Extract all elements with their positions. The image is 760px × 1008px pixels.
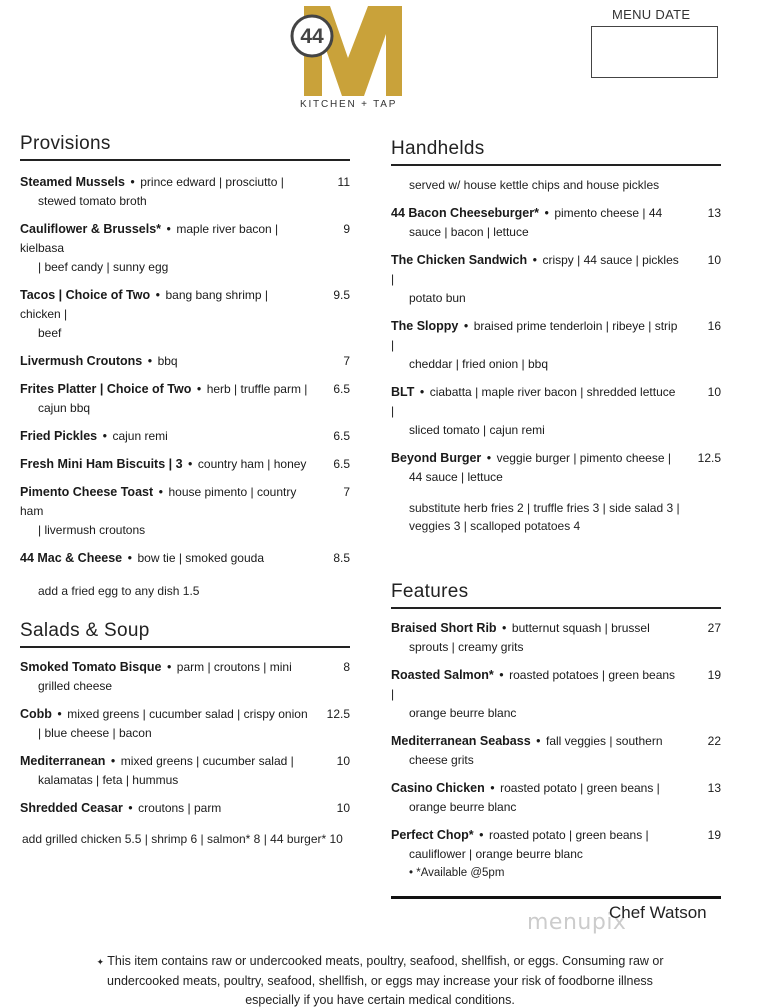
dish-price: 12.5	[326, 707, 350, 721]
dish-name: Shredded Ceasar	[20, 801, 123, 815]
dish-price: 6.5	[333, 429, 350, 443]
logo-letter	[282, 0, 283, 1]
dish-name: Tacos | Choice of Two	[20, 288, 151, 302]
dish-desc: house pimento | country ham	[20, 485, 297, 518]
section-title-provisions: Provisions	[20, 133, 350, 161]
dish-pimento-cheese-toast: Pimento Cheese Toast • house pimento | country ham | livermush croutons 7	[20, 483, 350, 540]
dish-desc: butternut squash | brussel	[511, 621, 650, 635]
dish-price: 11	[337, 175, 350, 189]
substitutions-line-1: substitute herb fries 2 | truffle fries 3 | side salad 3 |	[409, 501, 680, 515]
dish-chicken-sandwich: The Chicken Sandwich • crispy | 44 sauce | pickles | potato bun 10	[391, 251, 721, 308]
dish-desc: veggie burger | pimento cheese |	[496, 451, 671, 465]
dish-fried-pickles: Fried Pickles • cajun remi 6.5	[20, 427, 350, 446]
dish-livermush-croutons: Livermush Croutons • bbq 7	[20, 352, 350, 371]
dish-name: Pimento Cheese Toast	[20, 485, 154, 499]
restaurant-logo	[282, 0, 412, 112]
dish-braised-short-rib: Braised Short Rib • butternut squash | brussel sprouts | creamy grits 27	[391, 619, 721, 657]
menu-date-box	[591, 26, 718, 78]
dish-desc: crispy | 44 sauce | pickles |	[391, 253, 679, 286]
dish-perfect-chop: Perfect Chop* • roasted potato | green beans | cauliflower | orange beurre blanc 19	[391, 826, 721, 864]
dish-frites-platter: Frites Platter | Choice of Two • herb | truffle parm | cajun bbq 6.5	[20, 380, 350, 418]
dish-price: 13	[707, 206, 721, 220]
logo-tagline: KITCHEN + TAP	[300, 99, 398, 110]
dish-cauliflower-brussels: Cauliflower & Brussels* • maple river bacon | kielbasa | beef candy | sunny egg 9	[20, 220, 350, 277]
dish-price: 9.5	[333, 288, 350, 302]
dish-desc-cont: 44 sauce | lettuce	[409, 470, 503, 484]
dish-beyond-burger: Beyond Burger • veggie burger | pimento cheese | 44 sauce | lettuce 12.5	[391, 449, 721, 487]
dish-roasted-salmon: Roasted Salmon* • roasted potatoes | green beans | orange beurre blanc 19	[391, 666, 721, 723]
dish-mac-cheese: 44 Mac & Cheese • bow tie | smoked gouda 8.5	[20, 549, 350, 568]
dish-desc: cajun remi	[112, 429, 168, 443]
dish-name: Braised Short Rib	[391, 621, 497, 635]
disclaimer-line-3: especially if you have certain medical conditions.	[245, 993, 515, 1007]
disclaimer-star-icon: ✦	[96, 957, 104, 967]
dish-desc-cont: cajun bbq	[38, 401, 91, 415]
dish-price: 8	[343, 660, 350, 674]
dish-name: BLT	[391, 385, 415, 399]
section-title-salads: Salads & Soup	[20, 620, 350, 648]
section-title-handhelds: Handhelds	[391, 138, 721, 166]
dish-shredded-ceasar: Shredded Ceasar • croutons | parm 10	[20, 799, 350, 818]
dish-price: 10	[707, 253, 721, 267]
dish-desc-cont: cheese grits	[409, 753, 474, 767]
provisions-note: add a fried egg to any dish 1.5	[38, 584, 200, 598]
dish-desc-cont: potato bun	[409, 291, 466, 305]
dish-desc: bbq	[157, 354, 178, 368]
salads-note: add grilled chicken 5.5 | shrimp 6 | salmon* 8 | 44 burger* 10	[22, 832, 343, 846]
dish-price: 6.5	[333, 457, 350, 471]
dish-desc: herb | truffle parm |	[206, 382, 308, 396]
dish-name: Casino Chicken	[391, 781, 485, 795]
dish-price: 10	[336, 801, 350, 815]
dish-desc: braised prime tenderloin | ribeye | strip |	[391, 319, 678, 352]
dish-desc: bow tie | smoked gouda	[137, 551, 264, 565]
dish-desc-cont: cheddar | fried onion | bbq	[409, 357, 548, 371]
dish-desc: mixed greens | cucumber salad | crispy onion	[67, 707, 308, 721]
dish-desc-cont: sprouts | creamy grits	[409, 640, 524, 654]
dish-the-sloppy: The Sloppy • braised prime tenderloin | ribeye | strip | cheddar | fried onion | bbq 16	[391, 317, 721, 374]
dish-desc-cont: orange beurre blanc	[409, 706, 517, 720]
substitutions-line-2: veggies 3 | scalloped potatoes 4	[409, 519, 581, 533]
right-column-handhelds	[391, 138, 721, 535]
dish-name: Perfect Chop*	[391, 828, 474, 842]
dish-casino-chicken: Casino Chicken • roasted potato | green beans | orange beurre blanc 13	[391, 779, 721, 817]
dish-price: 9	[343, 222, 350, 236]
dish-desc: roasted potato | green beans |	[488, 828, 649, 842]
logo-number: 44	[300, 25, 324, 48]
dish-desc-cont: beef	[38, 326, 62, 340]
dish-name: Cauliflower & Brussels*	[20, 222, 162, 236]
dish-desc-cont: sauce | bacon | lettuce	[409, 225, 529, 239]
logo-mark	[282, 0, 412, 100]
dish-mediterranean-seabass: Mediterranean Seabass • fall veggies | southern cheese grits 22	[391, 732, 721, 770]
dish-price: 8.5	[333, 551, 350, 565]
dish-name: 44 Mac & Cheese	[20, 551, 123, 565]
dish-price: 19	[707, 668, 721, 682]
dish-desc-cont: cauliflower | orange beurre blanc	[409, 847, 583, 861]
dish-desc-cont: | beef candy | sunny egg	[38, 260, 169, 274]
dish-desc: fall veggies | southern	[545, 734, 663, 748]
right-column-features	[391, 581, 721, 882]
left-column	[20, 133, 350, 848]
dish-name: Steamed Mussels	[20, 175, 125, 189]
dish-desc-cont: stewed tomato broth	[38, 194, 147, 208]
dish-name: The Sloppy	[391, 319, 459, 333]
dish-desc: prince edward | prosciutto |	[140, 175, 284, 189]
dish-bacon-cheeseburger: 44 Bacon Cheeseburger* • pimento cheese | 44 sauce | bacon | lettuce 13	[391, 204, 721, 242]
food-safety-disclaimer	[30, 952, 730, 1008]
dish-name: Mediterranean Seabass	[391, 734, 531, 748]
dish-name: Mediterranean	[20, 754, 106, 768]
dish-tomato-bisque: Smoked Tomato Bisque • parm | croutons | mini grilled cheese 8	[20, 658, 350, 696]
dish-desc-cont: | livermush croutons	[38, 523, 146, 537]
dish-desc-cont: sliced tomato | cajun remi	[409, 423, 545, 437]
dish-price: 12.5	[697, 451, 721, 465]
dish-name: Livermush Croutons	[20, 354, 143, 368]
dish-name: Fresh Mini Ham Biscuits | 3	[20, 457, 183, 471]
dish-desc: roasted potatoes | green beans |	[391, 668, 676, 701]
dish-price: 7	[343, 485, 350, 499]
dish-desc: mixed greens | cucumber salad |	[120, 754, 294, 768]
disclaimer-line-1: This item contains raw or undercooked meats, poultry, seafood, shellfish, or eggs. Consuming raw or	[107, 954, 664, 968]
dish-desc: maple river bacon | kielbasa	[20, 222, 279, 255]
dish-mediterranean-salad: Mediterranean • mixed greens | cucumber salad | kalamatas | feta | hummus 10	[20, 752, 350, 790]
dish-price: 7	[343, 354, 350, 368]
handhelds-substitutions	[391, 499, 721, 535]
dish-steamed-mussels: Steamed Mussels • prince edward | prosciutto | stewed tomato broth 11	[20, 173, 350, 211]
dish-desc: bang bang shrimp | chicken |	[20, 288, 268, 321]
dish-name: Beyond Burger	[391, 451, 482, 465]
dish-name: Cobb	[20, 707, 52, 721]
dish-tacos: Tacos | Choice of Two • bang bang shrimp | chicken | beef 9.5	[20, 286, 350, 343]
features-availability-note: • *Available @5pm	[409, 867, 505, 879]
watermark: menupix	[527, 910, 627, 935]
chef-divider	[391, 896, 721, 899]
dish-price: 10	[336, 754, 350, 768]
dish-name: Roasted Salmon*	[391, 668, 494, 682]
dish-price: 10	[707, 385, 721, 399]
dish-desc: pimento cheese | 44	[554, 206, 663, 220]
dish-desc: parm | croutons | mini	[176, 660, 292, 674]
dish-desc: roasted potato | green beans |	[500, 781, 660, 795]
dish-desc: croutons | parm	[138, 801, 222, 815]
dish-name: The Chicken Sandwich	[391, 253, 528, 267]
dish-price: 27	[707, 621, 721, 635]
chef-name: Chef Watson	[609, 903, 707, 922]
dish-desc: ciabatta | maple river bacon | shredded lettuce |	[391, 385, 676, 418]
menu-date-label: MENU DATE	[612, 7, 691, 22]
dish-blt: BLT • ciabatta | maple river bacon | shredded lettuce | sliced tomato | cajun remi 10	[391, 383, 721, 440]
dish-cobb: Cobb • mixed greens | cucumber salad | crispy onion | blue cheese | bacon 12.5	[20, 705, 350, 743]
disclaimer-line-2: undercooked meats, poultry, seafood, shellfish, or eggs may increase your risk of foodborne illness	[107, 974, 653, 988]
dish-desc: country ham | honey	[197, 457, 307, 471]
dish-price: 16	[707, 319, 721, 333]
dish-name: Smoked Tomato Bisque	[20, 660, 162, 674]
dish-price: 22	[707, 734, 721, 748]
dish-name: 44 Bacon Cheeseburger*	[391, 206, 539, 220]
dish-desc-cont: grilled cheese	[38, 679, 113, 693]
dish-price: 6.5	[333, 382, 350, 396]
dish-desc-cont: orange beurre blanc	[409, 800, 517, 814]
dish-ham-biscuits: Fresh Mini Ham Biscuits | 3 • country ham | honey 6.5	[20, 455, 350, 474]
dish-desc-cont: kalamatas | feta | hummus	[38, 773, 179, 787]
section-title-features: Features	[391, 581, 721, 609]
handhelds-intro: served w/ house kettle chips and house pickles	[409, 178, 660, 192]
dish-name: Frites Platter | Choice of Two	[20, 382, 192, 396]
dish-desc-cont: | blue cheese | bacon	[38, 726, 152, 740]
dish-name: Fried Pickles	[20, 429, 98, 443]
dish-price: 13	[707, 781, 721, 795]
dish-price: 19	[707, 828, 721, 842]
